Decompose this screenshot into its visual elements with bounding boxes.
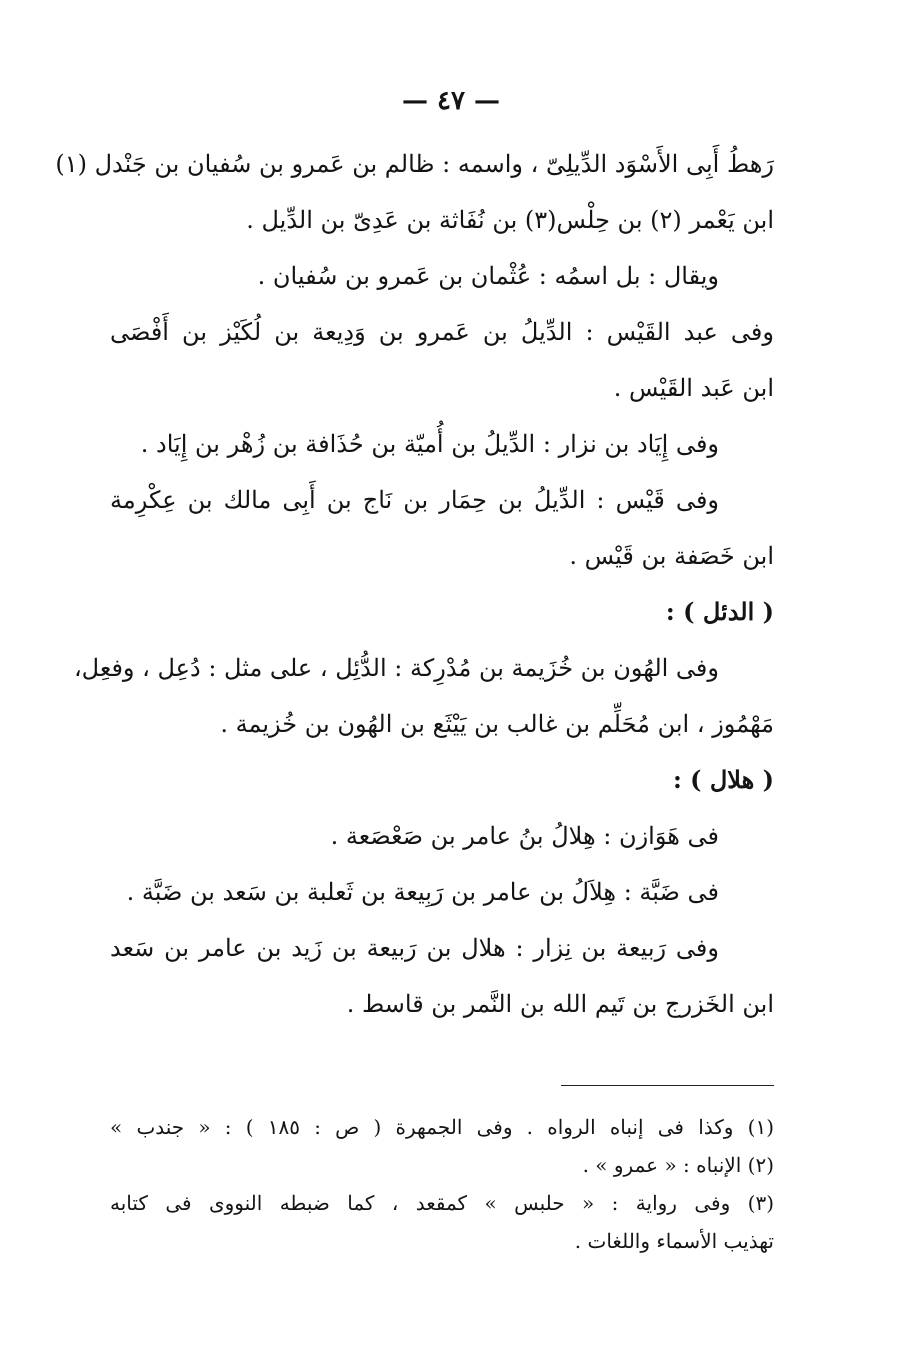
text-line: ابن عَبد القَيْس .: [613, 374, 774, 402]
text-line: رَهطُ أَبِى الأَسْوَد الدِّيلِىّ ، واسمه : ظالم بن عَمرو بن سُفيان بن جَنْدل (١): [55, 150, 774, 178]
section-heading-hilal: ( هلال ) :: [672, 765, 774, 794]
text-line: مَهْمُوز ، ابن مُحَلِّم بن غالب بن يَيْثَع بن الهُون بن خُزيمة .: [220, 710, 774, 738]
footnote-divider: [561, 1085, 774, 1086]
text-line: ويقال : بل اسمُه : عُثْمان بن عَمرو بن سُفيان .: [257, 262, 719, 290]
text-line: فى هَوَازن : هِلالُ بنُ عامر بن صَعْصَعة .: [330, 822, 719, 850]
text-line: فى ضَبَّة : هِلاَلُ بن عامر بن رَبِيعة بن ثَعلبة بن سَعد بن ضَبَّة .: [126, 878, 719, 906]
text-line: ابن يَعْمر (٢) بن حِلْس(٣) بن نُفَاثة بن عَدِىّ بن الدِّيل .: [246, 206, 774, 234]
main-text: [55, 136, 774, 1032]
text-line: ابن خَصَفة بن قَيْس .: [569, 542, 774, 570]
text-line: وفى عبد القَيْس : الدِّيلُ بن عَمرو بن وَدِيعة بن لُكَيْز بن أَفْصَى: [110, 318, 774, 346]
footnote-2: (٢) الإنباه : « عمرو » .: [582, 1153, 774, 1177]
text-line: وفى قَيْس : الدِّيلُ بن حِمَار بن نَاج بن أَبِى مالك بن عِكْرِمة: [110, 486, 719, 514]
footnotes: [110, 1108, 774, 1260]
text-line: ابن الخَزرج بن تَيم الله بن النَّمر بن قاسط .: [346, 990, 774, 1018]
footnote-3-continued: تهذيب الأسماء واللغات .: [574, 1229, 774, 1253]
text-line: وفى إِيَاد بن نزار : الدِّيلُ بن أُميّة بن حُذَافة بن زُهْر بن إِيَاد .: [140, 430, 719, 458]
page-number: — ٤٧ —: [401, 86, 501, 116]
text-line: وفى رَبيعة بن نِزار : هلال بن رَبيعة بن زَيد بن عامر بن سَعد: [110, 934, 719, 962]
text-line: وفى الهُون بن خُزَيمة بن مُدْرِكة : الدُّئِل ، على مثل : دُعِل ، وفعِل،: [73, 654, 719, 682]
section-heading-dual: ( الدئل ) :: [665, 597, 774, 626]
footnote-1: (١) وكذا فى إنباه الرواه . وفى الجمهرة ( ص : ١٨٥ ) : « جندب »: [110, 1115, 774, 1139]
footnote-3: (٣) وفى رواية : « حلبس » كمقعد ، كما ضبطه النووى فى كتابه: [110, 1191, 774, 1215]
